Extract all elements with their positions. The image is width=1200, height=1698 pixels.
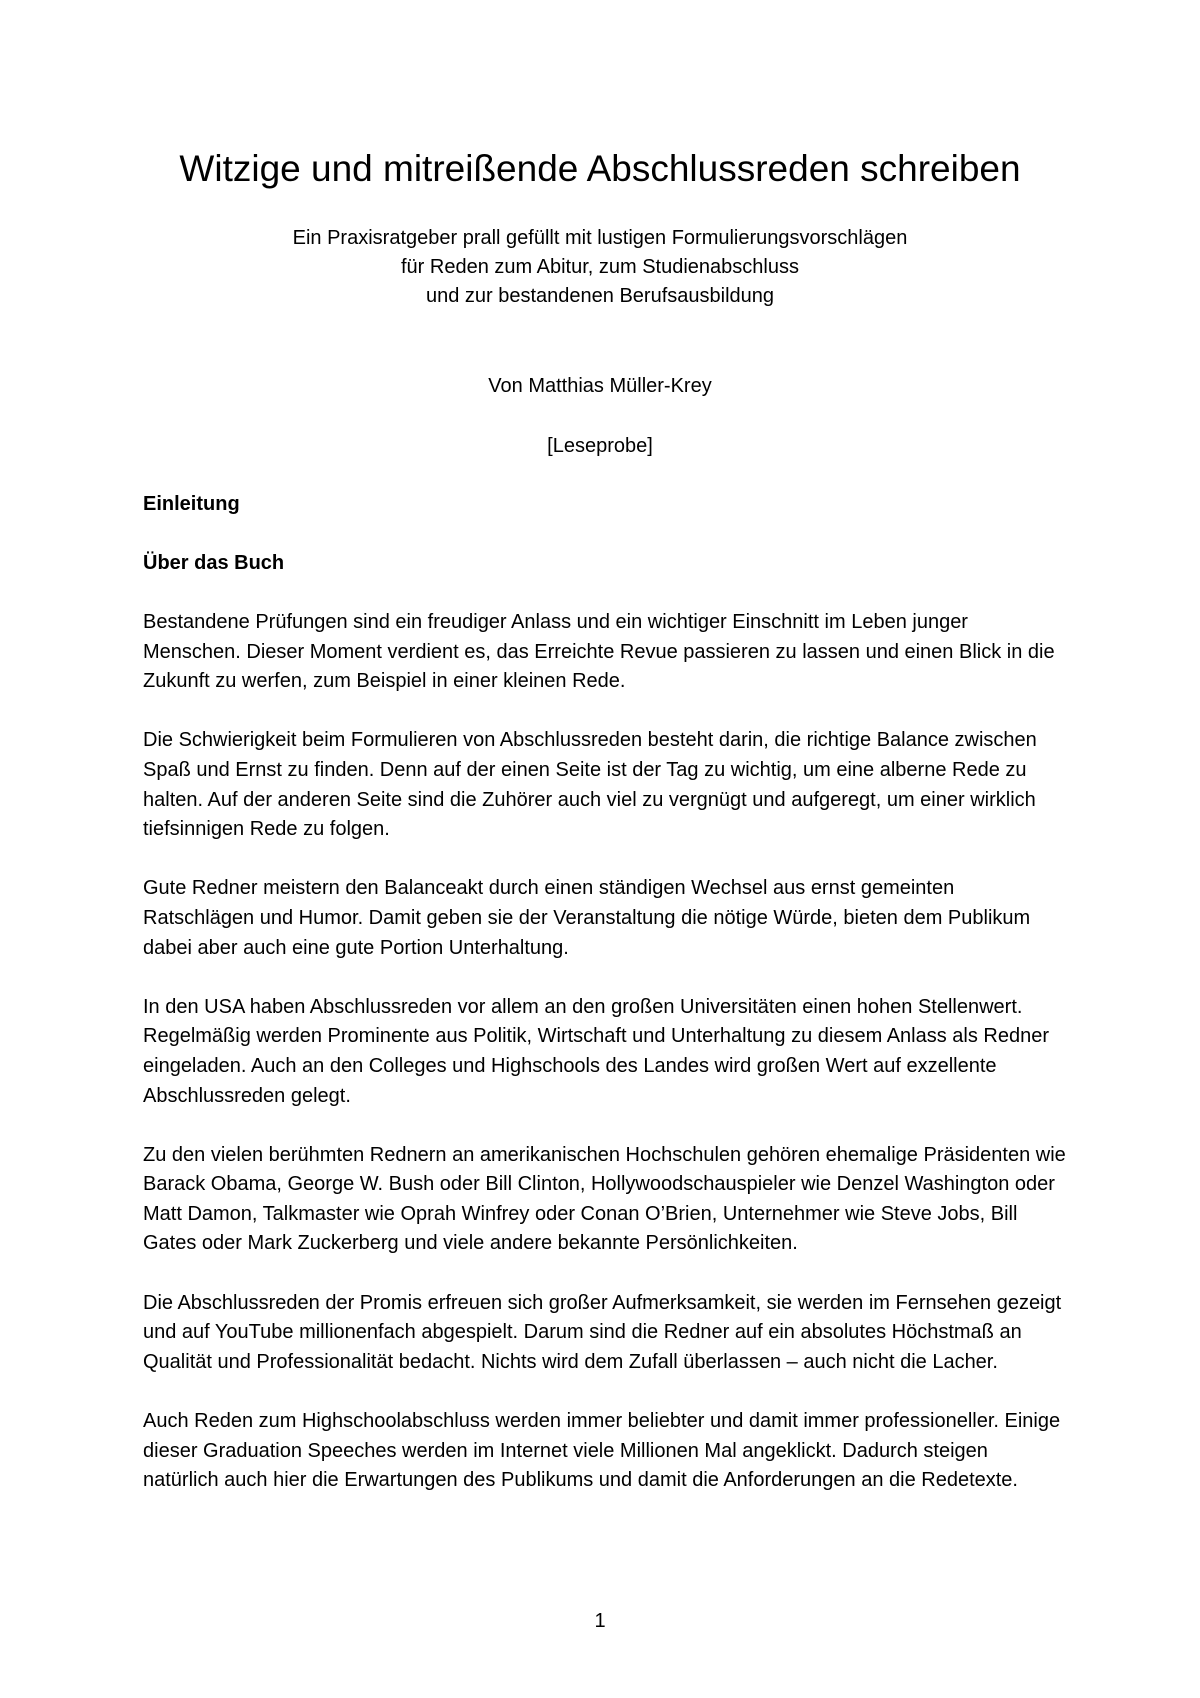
sample-label: [Leseprobe]	[547, 435, 653, 457]
paragraph: Die Abschlussreden der Promis erfreuen sich großer Aufmerksamkeit, sie werden im Fernsehen gezeigt und auf YouTube millionenfach abgespielt. Darum sind die Redner auf ein absolutes Höchstmaß an Qualität und Professionalität bedacht. Nichts wird dem Zufall überlassen – auch nicht die Lacher.	[143, 1291, 1062, 1373]
body-text	[143, 608, 1068, 1525]
paragraph: In den USA haben Abschlussreden vor allem an den großen Universitäten einen hohen Stellenwert. Regelmäßig werden Prominente aus Politik, Wirtschaft und Unterhaltung zu diesem Anlass als Redner eingeladen. Auch an den Colleges und Highschools des Landes wird großen Wert auf exzellente Abschlussreden gelegt.	[143, 995, 1049, 1107]
section-heading: Einleitung	[143, 493, 240, 515]
subtitle-line: für Reden zum Abitur, zum Studienabschluss	[401, 256, 799, 278]
subsection-heading: Über das Buch	[143, 552, 285, 574]
subtitle-line: und zur bestandenen Berufsausbildung	[425, 285, 775, 307]
page-number: 1	[594, 1610, 606, 1632]
paragraph: Bestandene Prüfungen sind ein freudiger Anlass und ein wichtiger Einschnitt im Leben junger Menschen. Dieser Moment verdient es, das Erreichte Revue passieren zu lassen und einen Blick in die Zukunft zu werfen, zum Beispiel in einer kleinen Rede.	[143, 611, 1055, 693]
paragraph: Zu den vielen berühmten Rednern an amerikanischen Hochschulen gehören ehemalige Präsidenten wie Barack Obama, George W. Bush oder Bill Clinton, Hollywoodschauspieler wie Denzel Washington oder Matt Damon, Talkmaster wie Oprah Winfrey oder Conan O’Brien, Unternehmer wie Steve Jobs, Bill Gates oder Mark Zuckerberg und viele andere bekannte Persönlichkeiten.	[143, 1143, 1066, 1255]
subtitle-line: Ein Praxisratgeber prall gefüllt mit lustigen Formulierungsvorschlägen	[292, 227, 908, 249]
paragraph: Auch Reden zum Highschoolabschluss werden immer beliebter und damit immer professioneller. Einige dieser Graduation Speeches werden im Internet viele Millionen Mal angeklickt. Dadurch steigen natürlich auch hier die Erwartungen des Publikums und damit die Anforderungen an die Redetexte.	[143, 1410, 1061, 1492]
paragraph: Die Schwierigkeit beim Formulieren von Abschlussreden besteht darin, die richtige Balance zwischen Spaß und Ernst zu finden. Denn auf der einen Seite ist der Tag zu wichtig, um eine alberne Rede zu halten. Auf der anderen Seite sind die Zuhörer auch viel zu vergnügt und aufgeregt, um einer wirklich tiefsinnigen Rede zu folgen.	[143, 729, 1037, 841]
document-title: Witzige und mitreißende Abschlussreden schreiben	[179, 148, 1021, 189]
author-line: Von Matthias Müller-Krey	[488, 375, 712, 397]
document-subtitle	[0, 224, 1200, 311]
paragraph: Gute Redner meistern den Balanceakt durch einen ständigen Wechsel aus ernst gemeinten Ratschlägen und Humor. Damit geben sie der Veranstaltung die nötige Würde, bieten dem Publikum dabei aber auch eine gute Portion Unterhaltung.	[143, 877, 1031, 959]
